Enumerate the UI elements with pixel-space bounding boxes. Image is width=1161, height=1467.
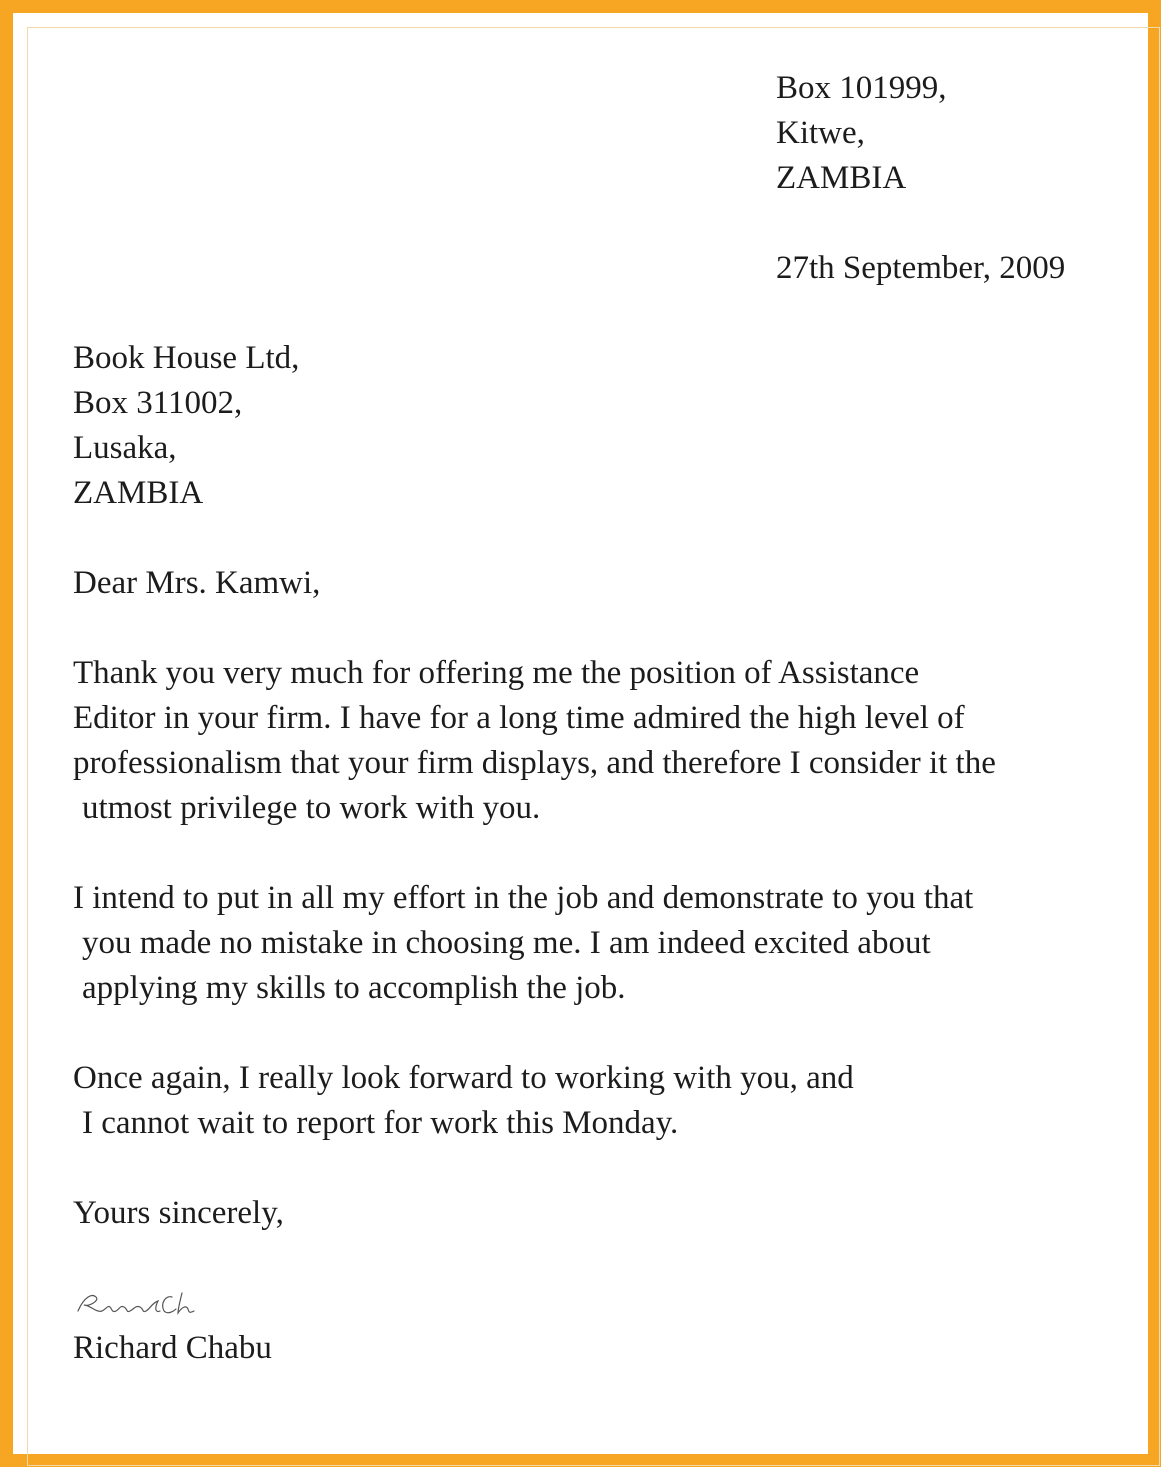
paragraph-line: I cannot wait to report for work this Monday. [82,1105,679,1141]
recipient-address-line: ZAMBIA [73,475,204,511]
paragraph-line: Thank you very much for offering me the position of Assistance [73,655,920,691]
paragraph-line: professionalism that your firm displays, and therefore I consider it the [73,745,996,781]
signatory-name: Richard Chabu [73,1330,272,1366]
sender-address-line: Kitwe, [776,115,865,151]
paragraph-line: Once again, I really look forward to working with you, and [73,1060,854,1096]
recipient-address-line: Box 311002, [73,385,243,421]
sender-address-line: ZAMBIA [776,160,907,196]
letter-date: 27th September, 2009 [776,250,1066,286]
recipient-address-line: Lusaka, [73,430,177,466]
salutation: Dear Mrs. Kamwi, [73,565,321,601]
paragraph-line: I intend to put in all my effort in the job and demonstrate to you that [73,880,974,916]
paragraph-line: Editor in your firm. I have for a long time admired the high level of [73,700,965,736]
paragraph-line: applying my skills to accomplish the job. [82,970,626,1006]
signature-stroke [163,1293,194,1313]
closing: Yours sincerely, [73,1195,284,1231]
sender-address-line: Box 101999, [776,70,947,106]
paragraph-line: you made no mistake in choosing me. I am indeed excited about [82,925,931,961]
recipient-address-line: Book House Ltd, [73,340,300,376]
paragraph-line: utmost privilege to work with you. [82,790,541,826]
signature-stroke [78,1296,160,1312]
signature-image [74,1283,224,1323]
